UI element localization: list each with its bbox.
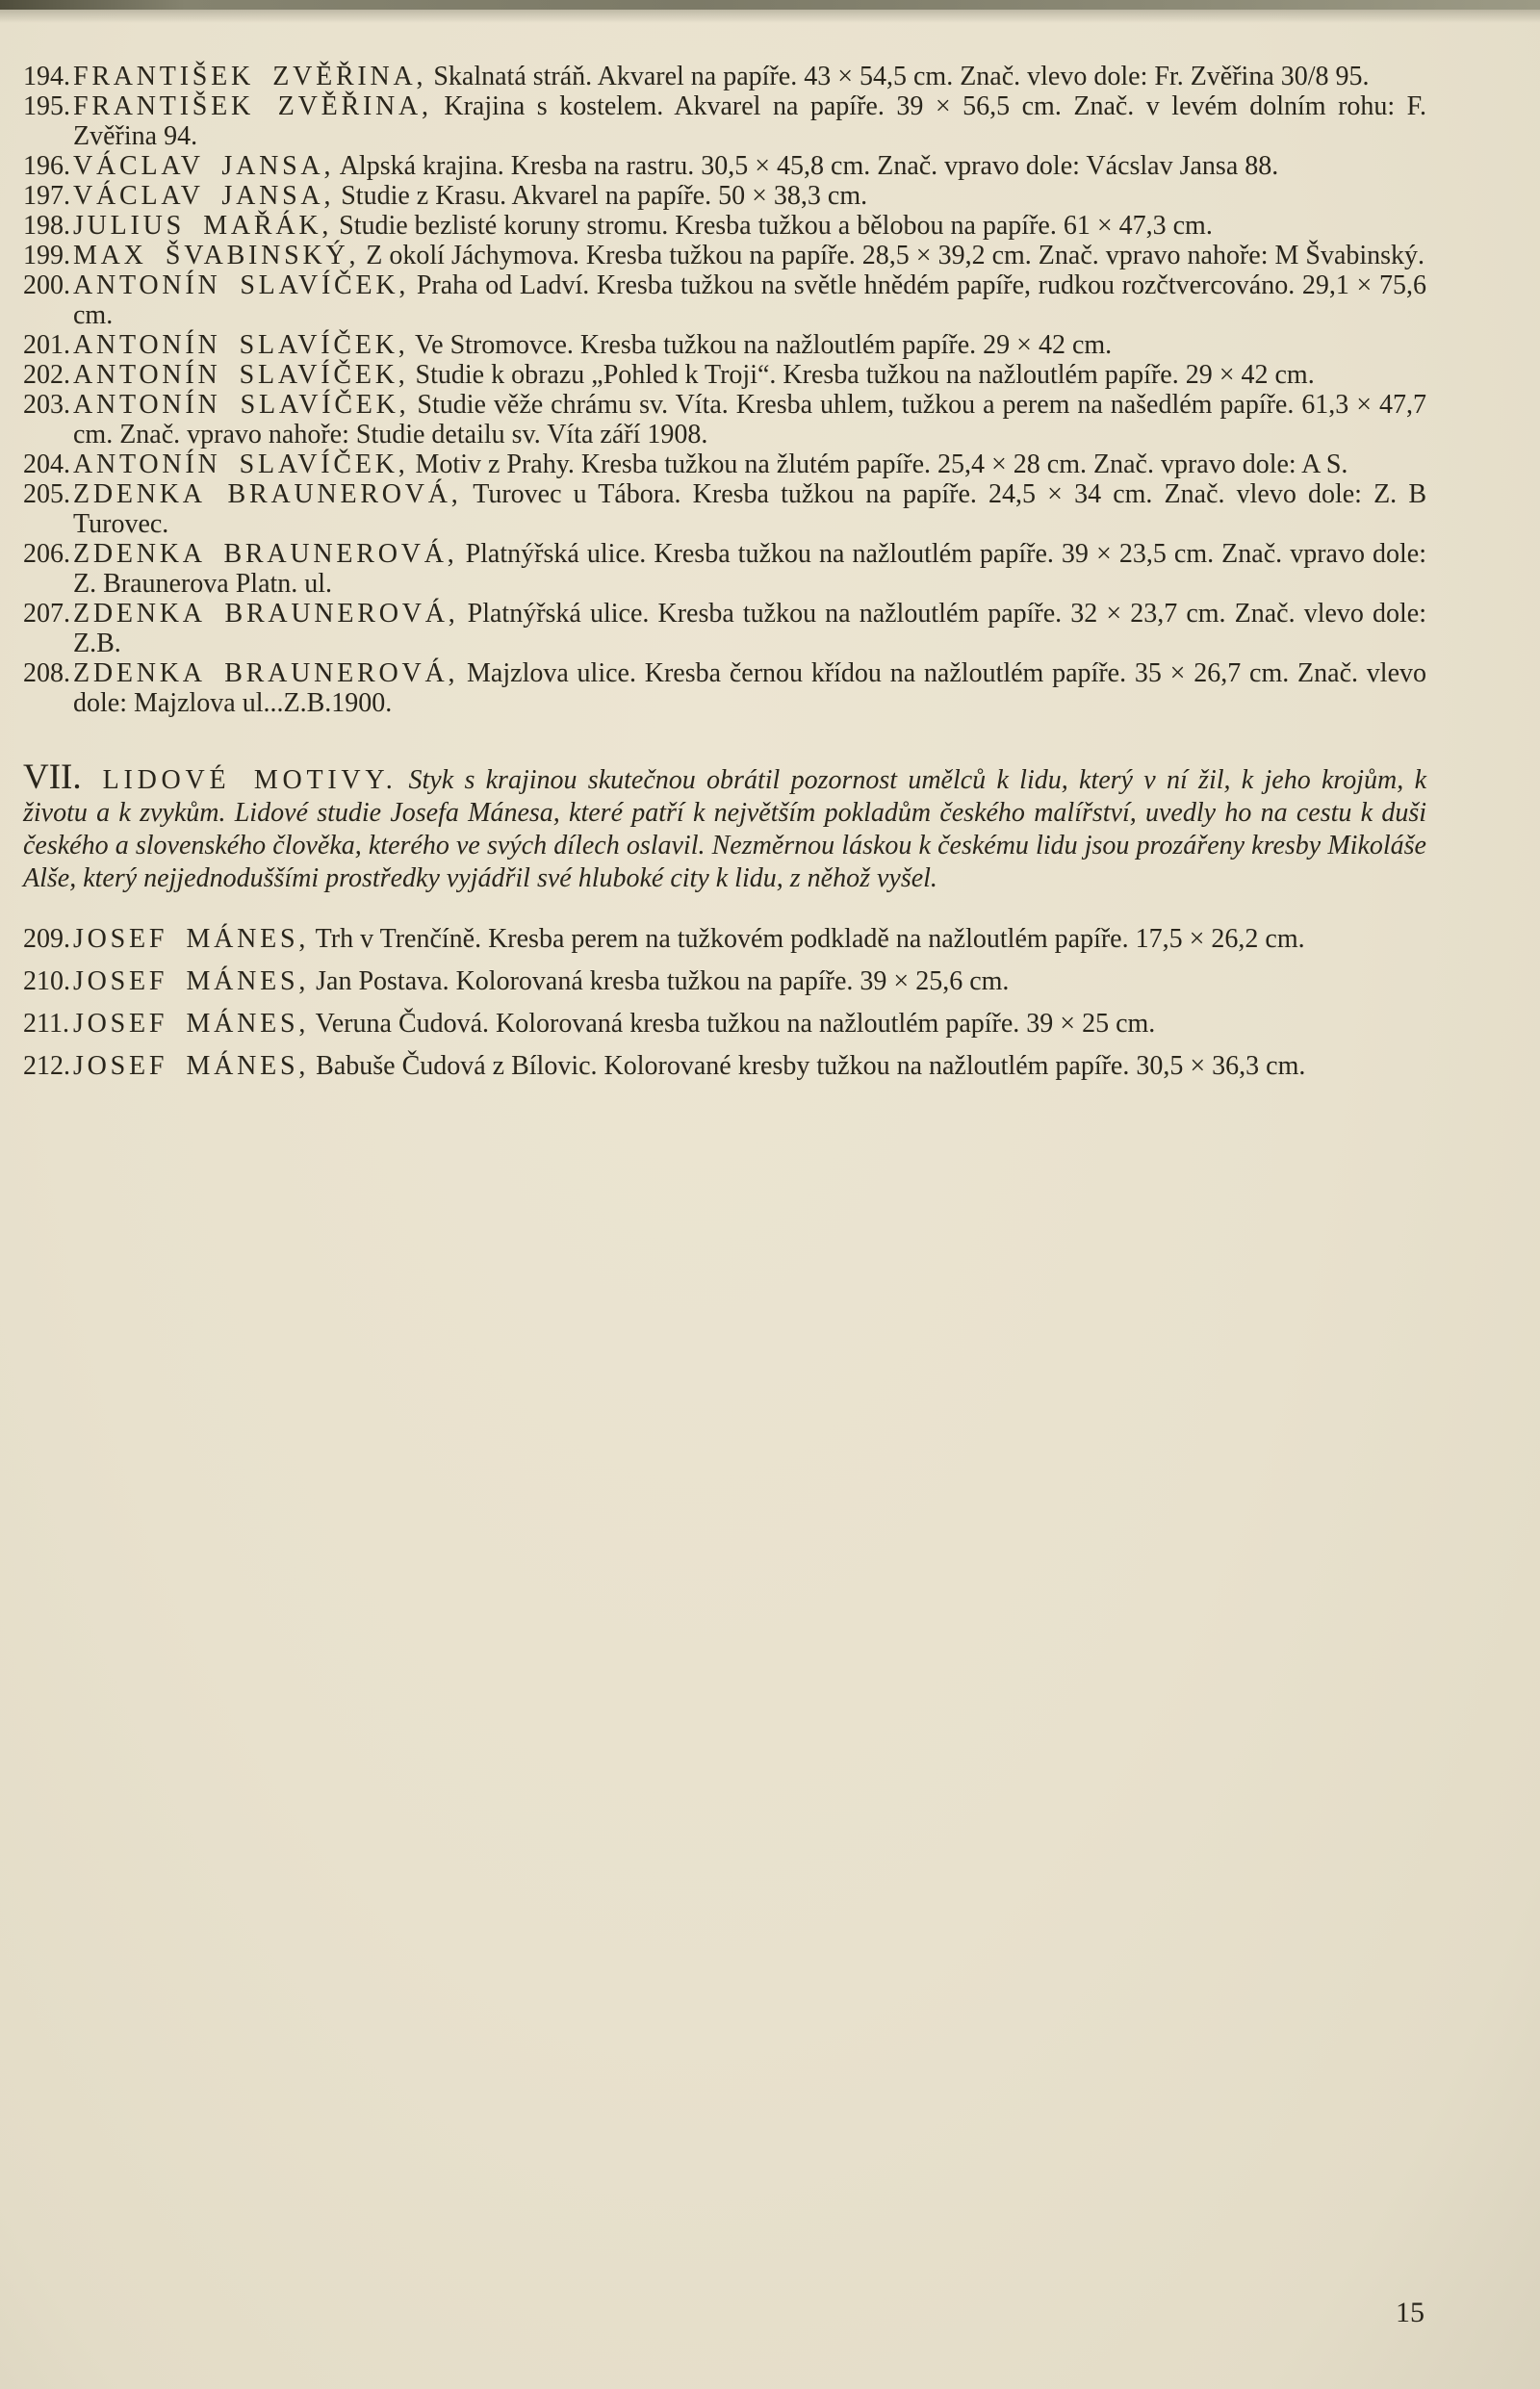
entry-detail: Ve Stromovce. Kresba tužkou na nažloutlém papíře. 29 × 42 cm.: [415, 330, 1113, 360]
entry-number: 195.: [23, 91, 70, 121]
entry-number: 201.: [23, 330, 70, 360]
artist-name: JOSEF MÁNES,: [73, 924, 310, 954]
entry-number: 194.: [23, 62, 70, 91]
catalog-entry-205: [23, 479, 1426, 539]
entry-detail: Krajina s kostelem. Akvarel na papíře. 39 × 56,5 cm. Znač. v levém dolním rohu: F. Zvěřina 94.: [73, 91, 1427, 151]
entry-number: 209.: [23, 924, 70, 954]
catalog-entry-206: [23, 539, 1426, 599]
entry-detail: Veruna Čudová. Kolorovaná kresba tužkou na nažloutlém papíře. 39 × 25 cm.: [315, 1009, 1156, 1039]
artist-name: ANTONÍN SLAVÍČEK,: [73, 270, 410, 300]
entry-number: 212.: [23, 1051, 70, 1081]
entry-number: 210.: [23, 966, 70, 996]
entry-detail: Praha od Ladví. Kresba tužkou na světle hnědém papíře, rudkou rozčtvercováno. 29,1 × 75,6 cm.: [73, 270, 1426, 330]
entry-number: 200.: [23, 270, 70, 300]
artist-name: VÁCLAV JANSA,: [73, 151, 335, 181]
section-title: LIDOVÉ MOTIVY.: [102, 765, 398, 795]
catalog-entry-211: [23, 1008, 1426, 1040]
entry-detail: Platnýřská ulice. Kresba tužkou na nažloutlém papíře. 32 × 23,7 cm. Znač. vlevo dole: Z.B.: [73, 599, 1427, 658]
entry-number: 211.: [23, 1009, 69, 1039]
artist-name: ZDENKA BRAUNEROVÁ,: [73, 479, 462, 509]
entry-detail: Turovec u Tábora. Kresba tužkou na papíře. 24,5 × 34 cm. Znač. vlevo dole: Z. B Turovec.: [73, 479, 1426, 539]
page-number: 15: [1396, 2297, 1424, 2328]
entry-detail: Motiv z Prahy. Kresba tužkou na žlutém papíře. 25,4 × 28 cm. Znač. vpravo dole: A S.: [415, 450, 1348, 479]
entry-detail: Majzlova ulice. Kresba černou křídou na nažloutlém papíře. 35 × 26,7 cm. Znač. vlevo dole: Majzlova ul...Z.B.1900.: [73, 658, 1426, 718]
entry-number: 196.: [23, 151, 70, 181]
entry-number: 206.: [23, 539, 70, 569]
catalog-page-content: [23, 62, 1426, 1092]
entry-detail: Trh v Trenčíně. Kresba perem na tužkovém podkladě na nažloutlém papíře. 17,5 × 26,2 cm.: [315, 924, 1305, 954]
catalog-entry-210: [23, 965, 1426, 998]
entry-number: 205.: [23, 479, 70, 509]
artist-name: JOSEF MÁNES,: [73, 1009, 310, 1039]
artist-name: VÁCLAV JANSA,: [73, 181, 335, 211]
catalog-entry-212: [23, 1050, 1426, 1083]
catalog-entry-200: [23, 270, 1426, 330]
artist-name: ZDENKA BRAUNEROVÁ,: [73, 658, 459, 688]
entry-detail: Alpská krajina. Kresba na rastru. 30,5 × 45,8 cm. Znač. vpravo dole: Vácslav Jansa 88.: [339, 151, 1279, 181]
section-heading-block: [23, 758, 1426, 895]
entry-detail: Studie z Krasu. Akvarel na papíře. 50 × 38,3 cm.: [341, 181, 868, 211]
catalog-entry-202: [23, 360, 1426, 390]
artist-name: JOSEF MÁNES,: [73, 966, 310, 996]
section-numeral: VII.: [23, 758, 82, 797]
entry-number: 199.: [23, 241, 70, 270]
entry-number: 203.: [23, 390, 70, 420]
artist-name: ZDENKA BRAUNEROVÁ,: [73, 539, 458, 569]
scan-top-edge-shadow: [0, 10, 1540, 23]
entry-detail: Z okolí Jáchymova. Kresba tužkou na papíře. 28,5 × 39,2 cm. Znač. vpravo nahoře: M Švabinský.: [366, 241, 1425, 270]
entry-number: 197.: [23, 181, 70, 211]
entry-number: 198.: [23, 211, 70, 241]
catalog-entry-197: [23, 181, 1426, 211]
catalog-entry-204: [23, 450, 1426, 479]
catalog-entry-199: [23, 241, 1426, 270]
catalog-entry-196: [23, 151, 1426, 181]
catalog-entry-195: [23, 91, 1426, 151]
entry-number: 208.: [23, 658, 70, 688]
catalog-entry-207: [23, 599, 1426, 658]
entry-detail: Studie bezlisté koruny stromu. Kresba tužkou a bělobou na papíře. 61 × 47,3 cm.: [339, 211, 1213, 241]
entry-detail: Jan Postava. Kolorovaná kresba tužkou na papíře. 39 × 25,6 cm.: [316, 966, 1010, 996]
catalog-entry-208: [23, 658, 1426, 718]
catalog-entry-198: [23, 211, 1426, 241]
catalog-entry-194: [23, 62, 1426, 91]
entry-detail: Studie věže chrámu sv. Víta. Kresba uhlem, tužkou a perem na našedlém papíře. 61,3 × 47,7 cm. Znač. vpravo nahoře: Studie detailu sv. Víta září 1908.: [73, 390, 1426, 450]
entry-detail: Babuše Čudová z Bílovic. Kolorované kresby tužkou na nažloutlém papíře. 30,5 × 36,3 cm.: [316, 1051, 1306, 1081]
catalog-entry-209: [23, 923, 1426, 956]
section-lead-text: Styk s krajinou skutečnou obrátil pozornost umělců k lidu, který v ní žil, k jeho krojům, k životu a k zvykům. Lidové studie Josefa Mánesa, které patří k největším pokladům českého malířství, uvedly ho na cestu k duši českého a slovenského člověka, kterého ve svých dílech oslavil. Nezměrnou láskou k českému lidu jsou prozářeny kresby Mikoláše Alše, který nejjednoduššími prostředky vyjádřil své hluboké city k lidu, z něhož vyšel.: [23, 765, 1426, 893]
artist-name: JOSEF MÁNES,: [73, 1051, 310, 1081]
artist-name: JULIUS MAŘÁK,: [73, 211, 333, 241]
artist-name: ANTONÍN SLAVÍČEK,: [73, 360, 409, 390]
artist-name: ANTONÍN SLAVÍČEK,: [73, 330, 409, 360]
catalog-entry-201: [23, 330, 1426, 360]
artist-name: ZDENKA BRAUNEROVÁ,: [73, 599, 459, 629]
artist-name: FRANTIŠEK ZVĚŘINA,: [73, 91, 432, 121]
entry-detail: Studie k obrazu „Pohled k Troji“. Kresba tužkou na nažloutlém papíře. 29 × 42 cm.: [415, 360, 1315, 390]
section-entries: [23, 923, 1426, 1083]
entry-detail: Platnýřská ulice. Kresba tužkou na nažloutlém papíře. 39 × 23,5 cm. Znač. vpravo dole: Z. Braunerova Platn. ul.: [73, 539, 1426, 599]
artist-name: ANTONÍN SLAVÍČEK,: [73, 450, 409, 479]
scan-top-edge: [0, 0, 1540, 10]
artist-name: FRANTIŠEK ZVĚŘINA,: [73, 62, 427, 91]
artist-name: ANTONÍN SLAVÍČEK,: [73, 390, 410, 420]
entry-detail: Skalnatá stráň. Akvarel na papíře. 43 × 54,5 cm. Znač. vlevo dole: Fr. Zvěřina 30/8 95.: [433, 62, 1370, 91]
catalog-entry-203: [23, 390, 1426, 450]
entry-number: 202.: [23, 360, 70, 390]
entry-number: 207.: [23, 599, 70, 629]
entry-number: 204.: [23, 450, 70, 479]
artist-name: MAX ŠVABINSKÝ,: [73, 241, 360, 270]
